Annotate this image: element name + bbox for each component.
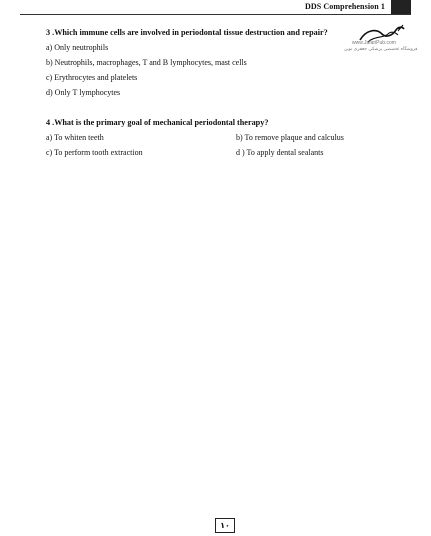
question-4-option-c: c) To perform tooth extraction	[46, 148, 143, 157]
question-3-option-a: a) Only neutrophils	[46, 43, 109, 52]
header-tab-marker	[391, 0, 411, 14]
question-4-stem: 4 .What is the primary goal of mechanical periodontal therapy?	[46, 118, 269, 127]
page-number: ۱۰	[215, 518, 235, 533]
publisher-url: www.JafariPub.com	[352, 40, 396, 46]
question-4-option-a: a) To whiten teeth	[46, 133, 104, 142]
page-header	[20, 0, 411, 15]
question-3-option-b: b) Neutrophils, macrophages, T and B lymphocytes, mast cells	[46, 58, 247, 67]
question-3-option-d: d) Only T lymphocytes	[46, 88, 121, 97]
header-title: DDS Comprehension 1	[305, 2, 385, 11]
publisher-name: فروشگاه تخصصی پزشکی جعفری نوین	[344, 47, 418, 52]
question-4-option-d: d ) To apply dental sealants	[236, 148, 324, 157]
question-4-option-b: b) To remove plaque and calculus	[236, 133, 344, 142]
question-3-stem: 3 .Which immune cells are involved in periodontal tissue destruction and repair?	[46, 28, 328, 37]
question-3-option-c: c) Erythrocytes and platelets	[46, 73, 138, 82]
